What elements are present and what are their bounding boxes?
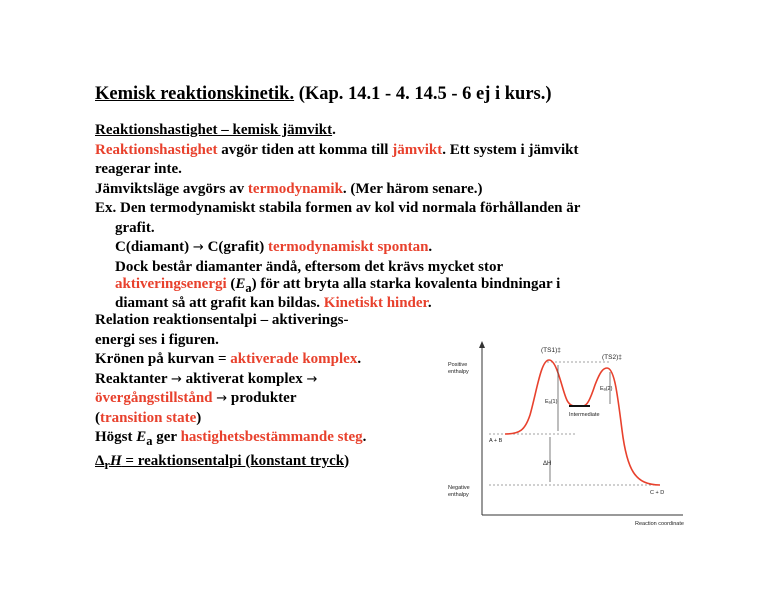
title-underlined: Kemisk reaktionskinetik. <box>95 84 295 104</box>
text-line-7 <box>95 238 695 258</box>
text-segment: = reaktionsentalpi (konstant tryck) <box>121 452 350 469</box>
term-overgangstillstand: övergångstillstånd <box>95 390 213 406</box>
term-termodynamiskt-spontan: termodynamiskt spontan <box>267 239 429 255</box>
text-segment: . <box>427 295 432 311</box>
text-line-9 <box>95 277 695 296</box>
symbol-subscript: a <box>146 434 153 448</box>
text-segment: grafit. <box>115 219 155 236</box>
text-segment: . (Mer härom senare.) <box>342 180 483 197</box>
arrow-symbol: → <box>306 371 318 387</box>
text-segment: energi ses i figuren. <box>95 331 219 348</box>
term-aktiverade-komplex: aktiverade komplex <box>230 351 358 367</box>
term-reaktionshastighet: Reaktionshastighet <box>95 141 218 158</box>
text-segment: . Ett system i jämvikt <box>442 141 579 158</box>
symbol-subscript: a <box>245 281 252 295</box>
text-segment: C(grafit) <box>203 239 268 255</box>
symbol-subscript: r <box>104 457 110 472</box>
intermediate-label: Intermediate <box>569 412 600 418</box>
text-segment: ( <box>95 409 100 426</box>
text-segment: . <box>428 239 433 255</box>
text-line-10 <box>95 296 695 311</box>
text-segment: Ex. Den termodynamiskt stabila formen av kol vid normala förhållanden är <box>95 200 581 216</box>
arrow-symbol: → <box>192 240 204 255</box>
term-kinetiskt-hinder: Kinetiskt hinder <box>323 295 428 311</box>
subtitle-text: Reaktionshastighet – kemisk jämvikt <box>95 122 333 138</box>
term-aktiveringsenergi: aktiveringsenergi <box>115 276 227 292</box>
ea1-label: Eₐ(1) <box>545 399 558 405</box>
ts2-label: (TS2)‡ <box>602 354 622 361</box>
text-segment: ) för att bryta alla starka kovalenta bindningar i <box>251 276 561 292</box>
energy-diagram <box>445 330 690 530</box>
negative-enthalpy-label-2: enthalpy <box>448 492 469 498</box>
ea2-label: Eₐ(2) <box>600 386 613 392</box>
title-rest: (Kap. 14.1 - 4. 14.5 - 6 ej i kurs.) <box>294 84 552 104</box>
text-segment: avgör tiden att komma till <box>217 141 393 158</box>
symbol-h: H <box>109 452 122 469</box>
text-segment: . <box>362 429 367 445</box>
text-segment: ( <box>226 276 236 292</box>
dh-label: ΔH <box>543 461 552 467</box>
text-segment: Relation reaktionsentalpi – aktiverings- <box>95 312 349 328</box>
text-segment: Reaktanter <box>95 370 171 387</box>
text-line-5 <box>95 199 695 219</box>
reactants-label: A + B <box>489 438 503 444</box>
text-segment: reagerar inte. <box>95 161 182 177</box>
slide-title <box>95 84 552 105</box>
subtitle <box>95 121 695 141</box>
text-segment: C(diamant) <box>115 239 193 255</box>
text-line-6 <box>95 219 695 239</box>
text-segment: Krönen på kurvan = <box>95 351 231 367</box>
text-segment: diamant så att grafit kan bildas. <box>115 295 324 311</box>
text-segment: aktiverat komplex <box>181 370 307 387</box>
subtitle-dot: . <box>332 122 336 138</box>
positive-enthalpy-label-1: Positive <box>448 362 468 368</box>
term-transition-state: transition state <box>100 409 197 426</box>
term-termodynamik: termodynamik <box>247 180 343 197</box>
negative-enthalpy-label-1: Negative <box>448 485 470 491</box>
text-segment: ger <box>152 429 181 445</box>
arrow-symbol: → <box>216 391 228 406</box>
products-label: C + D <box>650 490 665 496</box>
text-line-8 <box>95 258 695 278</box>
text-segment: ) <box>196 409 202 426</box>
y-axis-arrowhead <box>479 341 485 348</box>
term-jamvikt: jämvikt <box>392 141 443 158</box>
arrow-symbol: → <box>170 371 182 387</box>
text-line-2 <box>95 141 695 161</box>
text-line-3 <box>95 160 695 180</box>
symbol-e: E <box>136 429 147 445</box>
symbol-e: E <box>235 276 246 292</box>
energy-curve <box>505 360 660 485</box>
text-segment: produkter <box>227 390 297 406</box>
text-segment: Dock består diamanter ändå, eftersom det krävs mycket stor <box>115 258 504 275</box>
text-segment: Högst <box>95 429 137 445</box>
text-line-4 <box>95 180 695 200</box>
text-line-11 <box>95 311 695 331</box>
x-axis-label: Reaction coordinate <box>635 521 684 527</box>
positive-enthalpy-label-2: enthalpy <box>448 369 469 375</box>
term-hastighetsbestammande-steg: hastighetsbestämmande steg <box>180 429 363 445</box>
text-segment: . <box>357 351 362 367</box>
ts1-label: (TS1)‡ <box>541 347 561 354</box>
text-segment: Jämviktsläge avgörs av <box>95 180 248 197</box>
symbol-delta: Δ <box>95 452 105 469</box>
